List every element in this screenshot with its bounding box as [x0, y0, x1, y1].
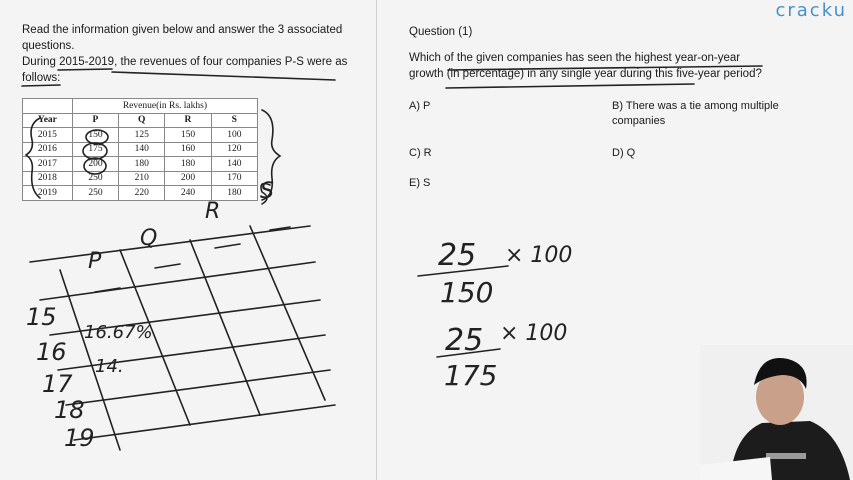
calc1-denominator: 150 [440, 276, 494, 309]
passage-line1: Read the information given below and answer the 3 associated questions. [22, 24, 343, 52]
grid-col-p: P [88, 249, 102, 274]
table-row [23, 186, 258, 201]
option-d[interactable]: D) Q [612, 147, 636, 159]
cell: 160 [165, 142, 211, 157]
cell: 2015 [23, 128, 73, 143]
option-c[interactable]: C) R [409, 147, 432, 159]
header-q: Q [119, 113, 165, 128]
cell: 140 [119, 142, 165, 157]
cell: 210 [119, 171, 165, 186]
grid-col-s: S [260, 179, 274, 204]
cell: 170 [211, 171, 257, 186]
calc1-numerator: 25 [438, 238, 477, 273]
option-a[interactable]: A) P [409, 100, 431, 112]
option-e[interactable]: E) S [409, 177, 431, 189]
instructor-video [700, 345, 853, 480]
cell: 2018 [23, 171, 73, 186]
calc2-times: × 100 [500, 321, 568, 346]
grid-row-18: 18 [54, 396, 85, 424]
header-year: Year [23, 113, 73, 128]
cell-17-p: 14. [95, 356, 124, 377]
cell: 140 [211, 157, 257, 172]
header-p: P [72, 113, 118, 128]
calc2-numerator: 25 [445, 323, 484, 358]
calc2-denominator: 175 [444, 359, 498, 392]
grid-row-17: 17 [42, 370, 73, 398]
cell: 180 [165, 157, 211, 172]
left-pane [0, 0, 376, 480]
cell: 250 [72, 171, 118, 186]
cell: 180 [119, 157, 165, 172]
table-row [23, 171, 258, 186]
cracku-logo: cracku [775, 0, 847, 21]
cell: 2016 [23, 142, 73, 157]
passage [22, 22, 352, 86]
cell-16-p: 16.67% [84, 322, 153, 343]
cell: 175 [72, 142, 118, 157]
question-text: Which of the given companies has seen the highest year-on-year growth (in percentage) in any single year during this five-year period? [409, 52, 762, 80]
cell: 100 [211, 128, 257, 143]
cell: 200 [72, 157, 118, 172]
table-header-row [23, 113, 258, 128]
option-b[interactable]: B) There was a tie among multiple companies [612, 100, 779, 127]
grid-row-16: 16 [36, 338, 67, 366]
cell: 220 [119, 186, 165, 201]
cell: 250 [72, 186, 118, 201]
cell: 150 [72, 128, 118, 143]
table-row [23, 128, 258, 143]
table-row [23, 142, 258, 157]
grid-col-r: R [205, 199, 221, 224]
cell: 150 [165, 128, 211, 143]
cell: 240 [165, 186, 211, 201]
table-row [23, 157, 258, 172]
header-s: S [211, 113, 257, 128]
revenue-table [22, 98, 258, 201]
table-caption: Revenue(in Rs. lakhs) [72, 99, 257, 114]
cell: 2017 [23, 157, 73, 172]
passage-line2: During 2015-2019, the revenues of four companies P-S were as follows: [22, 56, 348, 84]
cell: 120 [211, 142, 257, 157]
cell: 125 [119, 128, 165, 143]
cell: 2019 [23, 186, 73, 201]
question-title: Question (1) [409, 26, 473, 38]
cell: 180 [211, 186, 257, 201]
header-r: R [165, 113, 211, 128]
cell: 200 [165, 171, 211, 186]
calc1-times: × 100 [505, 243, 573, 268]
grid-row-19: 19 [64, 424, 95, 452]
grid-row-15: 15 [26, 303, 57, 331]
grid-col-q: Q [140, 226, 158, 251]
